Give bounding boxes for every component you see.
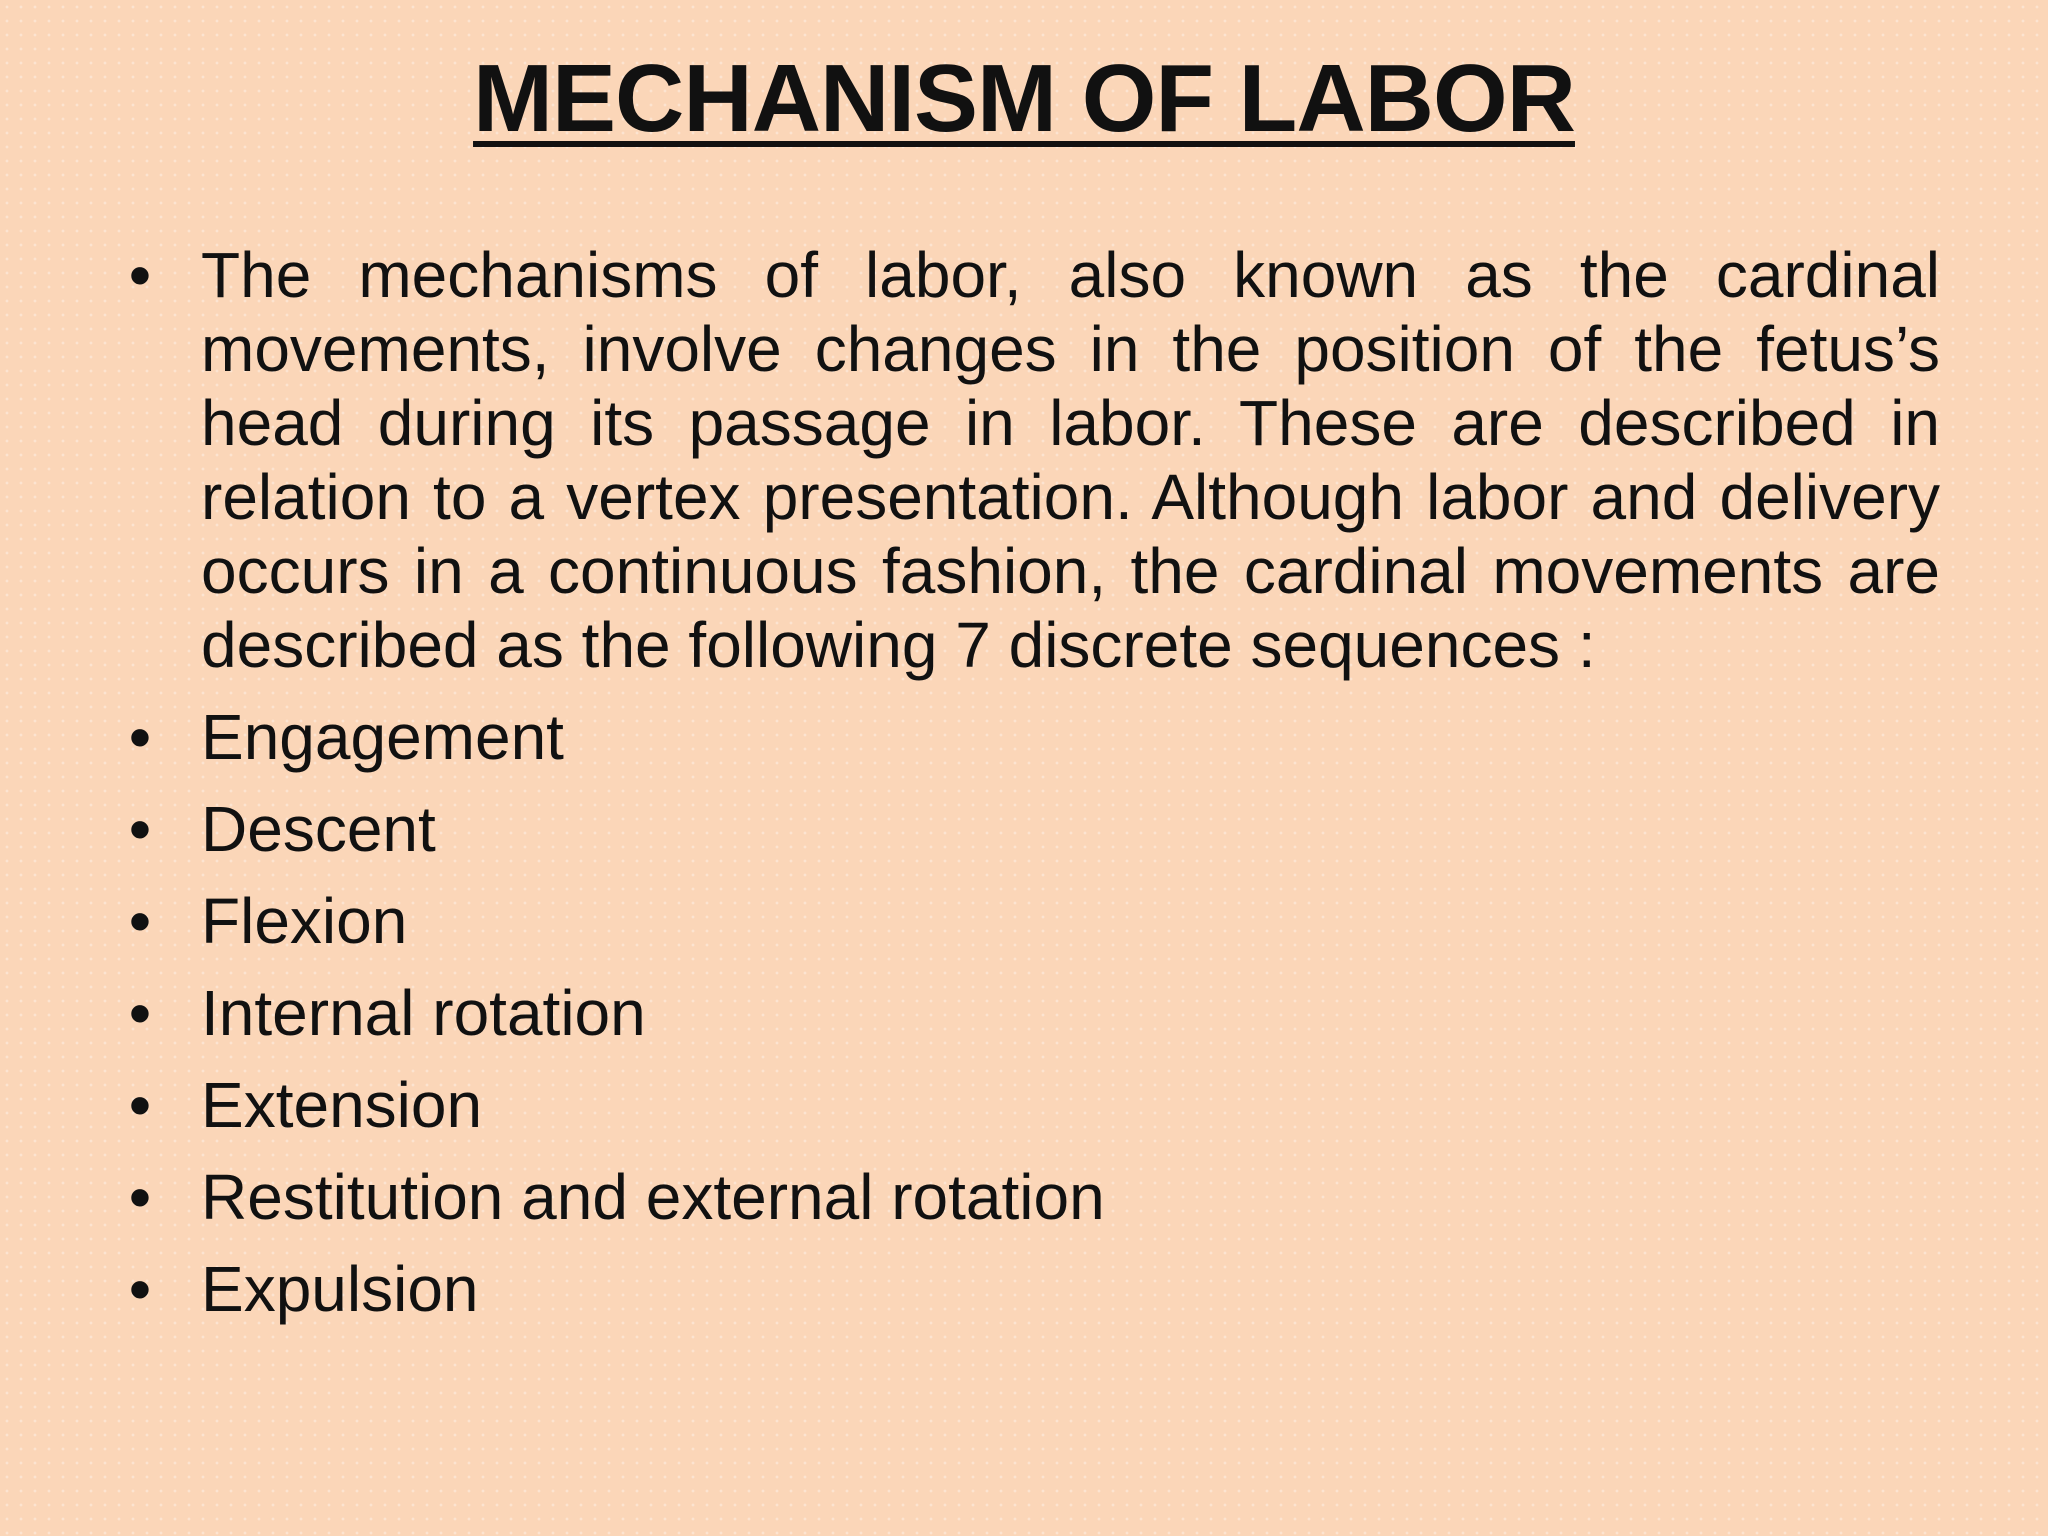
list-item-text: Descent bbox=[201, 793, 436, 865]
title-container bbox=[0, 40, 2048, 158]
list-item bbox=[120, 1252, 1940, 1326]
bullet-icon: • bbox=[128, 793, 152, 865]
list-item-text: Flexion bbox=[201, 885, 408, 957]
intro-paragraph-text: The mechanisms of labor, also known as the cardinal movements, involve changes in the position of the fetus’s head during its passage in labor. These are described in relation to a vertex presentation. Although labor and delivery occurs in a continuous fashion, the cardinal movements are described as the following 7 discrete sequences : bbox=[201, 239, 1940, 681]
list-item bbox=[120, 1068, 1940, 1142]
list-item bbox=[120, 1160, 1940, 1234]
bullet-list bbox=[120, 238, 1940, 1326]
bullet-icon: • bbox=[128, 239, 152, 311]
bullet-icon: • bbox=[128, 701, 152, 773]
list-item bbox=[120, 792, 1940, 866]
slide-title: MECHANISM OF LABOR bbox=[473, 45, 1575, 152]
bullet-icon: • bbox=[128, 1069, 152, 1141]
bullet-icon: • bbox=[128, 1253, 152, 1325]
bullet-icon: • bbox=[128, 1161, 152, 1233]
bullet-icon: • bbox=[128, 977, 152, 1049]
list-item-text: Engagement bbox=[201, 701, 564, 773]
list-item-text: Internal rotation bbox=[201, 977, 646, 1049]
bullet-icon: • bbox=[128, 885, 152, 957]
list-item-text: Restitution and external rotation bbox=[201, 1161, 1105, 1233]
list-item bbox=[120, 700, 1940, 774]
list-item bbox=[120, 884, 1940, 958]
list-item-text: Expulsion bbox=[201, 1253, 479, 1325]
list-item-text: Extension bbox=[201, 1069, 483, 1141]
slide-content bbox=[120, 238, 1940, 1344]
list-item bbox=[120, 976, 1940, 1050]
intro-paragraph-item bbox=[120, 238, 1940, 682]
